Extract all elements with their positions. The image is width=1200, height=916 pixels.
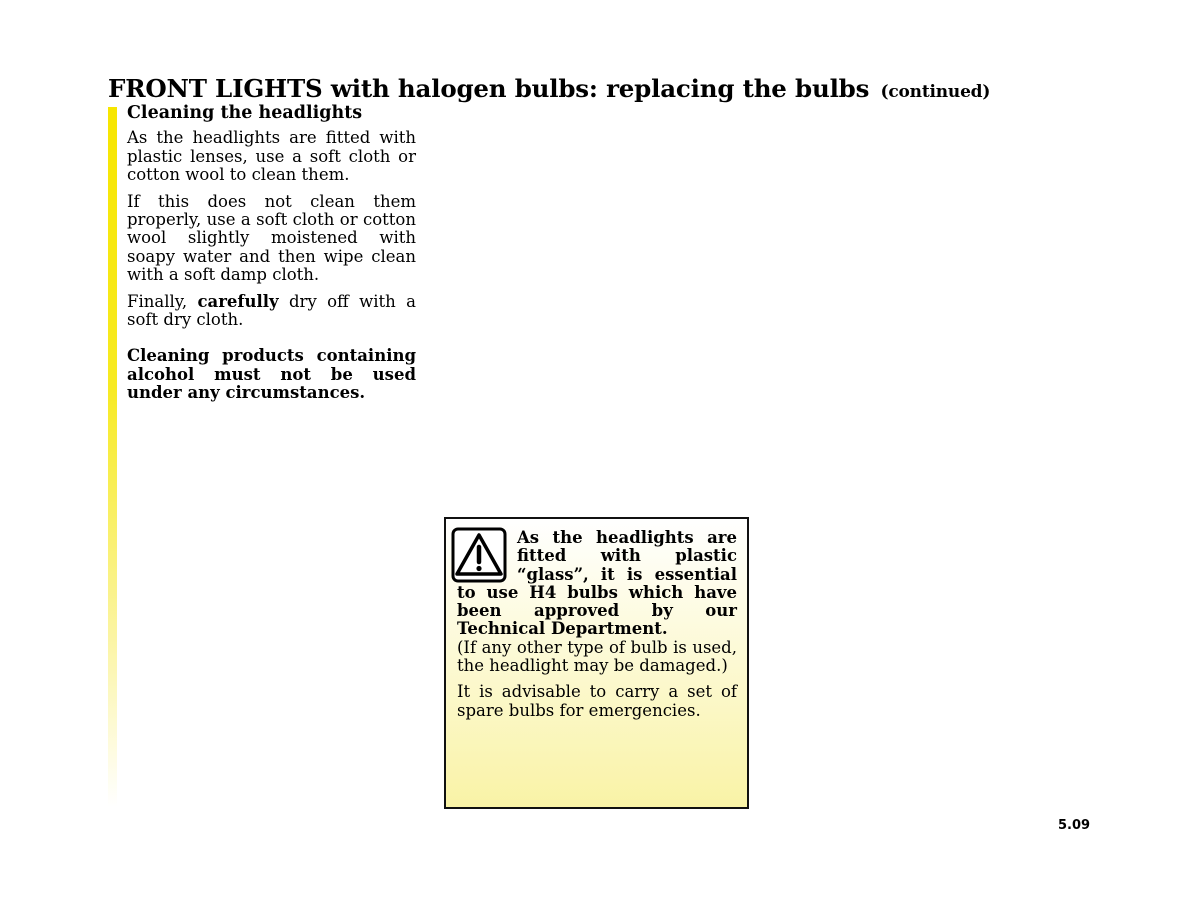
dry-off-emphasis: carefully: [197, 291, 279, 311]
damage-note: (If any other type of bulb is used, the headlight may be damaged.): [457, 637, 737, 676]
section-heading: Cleaning the headlights: [127, 103, 363, 123]
dry-off-prefix: Finally,: [127, 291, 188, 311]
dry-off-suffix: dry off with a soft dry cloth.: [127, 291, 416, 330]
section-accent-bar: [108, 107, 117, 807]
page-title-main: FRONT LIGHTS with halogen bulbs: replacing the bulbs: [108, 74, 870, 103]
warning-box: [444, 517, 749, 809]
paragraph-lenses: As the headlights are fitted with plastic lenses, use a soft cloth or cotton wool to clean them.: [127, 128, 416, 185]
spare-bulbs-advice: It is advisable to carry a set of spare bulbs for emergencies.: [457, 682, 737, 720]
alcohol-warning: Cleaning products containing alcohol must not be used under any circumstances.: [127, 346, 416, 403]
paragraph-dry-off: [127, 293, 416, 330]
page-title: [108, 74, 990, 103]
warning-triangle-icon: [451, 527, 507, 583]
page-number: 5.09: [1058, 818, 1091, 833]
paragraph-soapy-water: If this does not clean them properly, use a soft cloth or cotton wool slightly moistened with soapy water and then wipe clean with a soft damp cloth.: [127, 191, 416, 285]
cleaning-section: [127, 104, 416, 411]
page-title-suffix: (continued): [880, 82, 991, 102]
bulb-requirement: As the headlights are fitted with plastic “glass”, it is essential to use H4 bulbs which have been approved by our Technical Department.: [457, 528, 737, 639]
